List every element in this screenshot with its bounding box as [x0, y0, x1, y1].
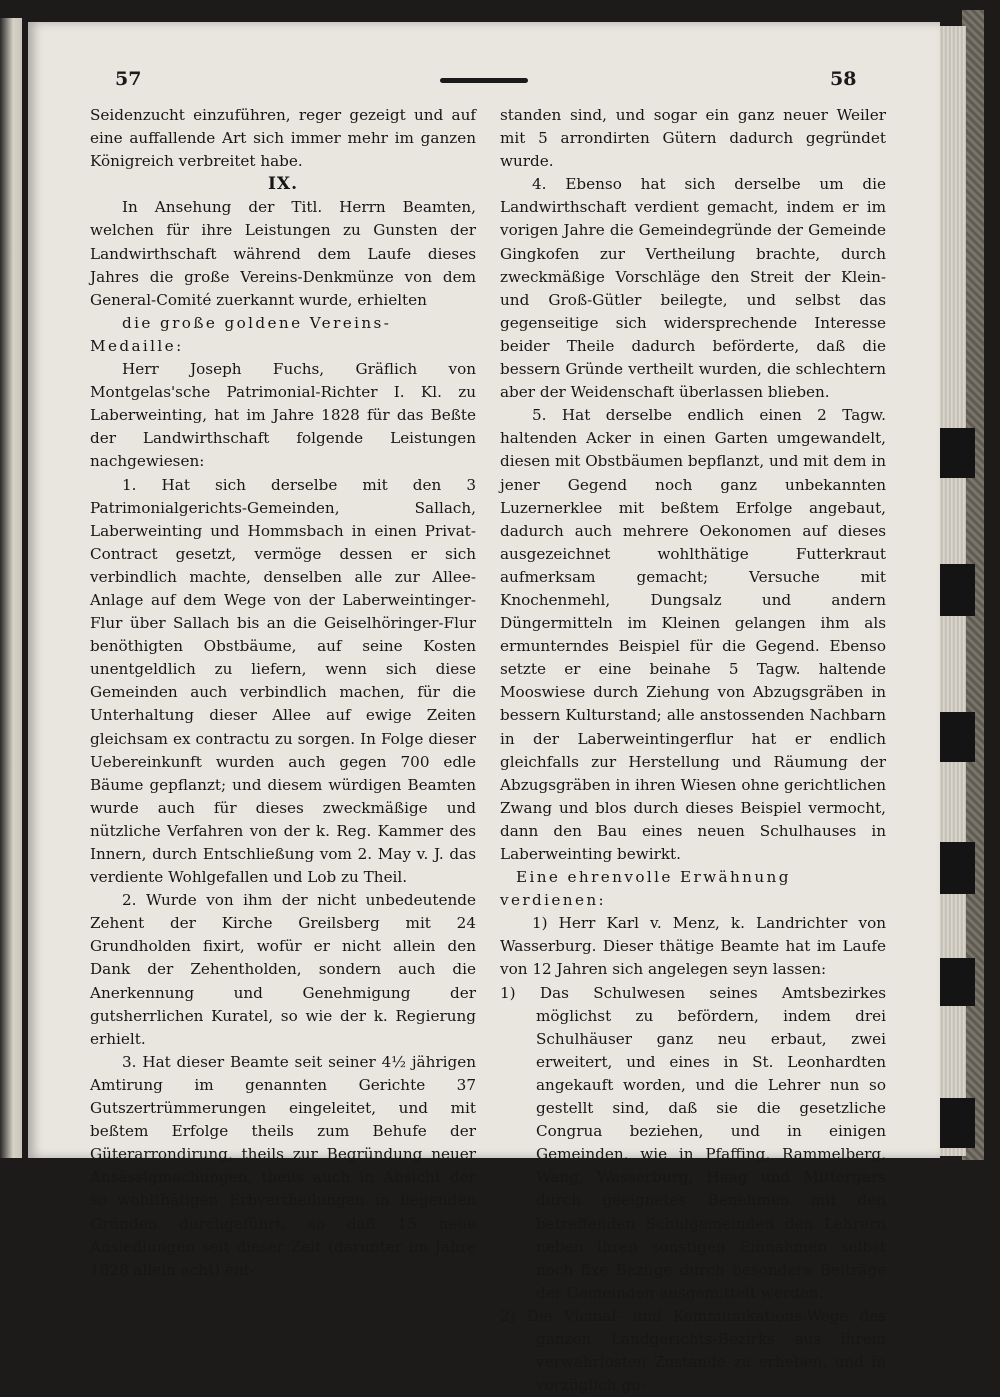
mention-paragraph: 1) Herr Karl v. Menz, k. Landrichter von Wasserburg. Dieser thätige Beamte hat im Laufe von 12 Jahren sich angelegen seyn lassen:: [500, 914, 886, 979]
page-tab-marker: [935, 1098, 975, 1148]
list-item: 1) Das Schulwesen seines Amtsbezirkes möglichst zu befördern, indem drei Schulhäuser ganz neu erbaut, zwei erweitert, und eines in St. Leonhardten angekauft worden, und die Lehrer nun so gestellt sind, daß sie die gesetzliche Congrua beziehen, und in einigen Gemeinden, wie in Pfaffing, Rammelberg, Wang, Wasserburg, Haag und Mittergars durch geeignetes Benehmen mit den betreffenden Schulgemeinden den Lehrern neben ihren sonstigen Einnahmen selbst noch fixe Bezüge durch besondere Beiträge der Gemeinden ausgemittelt werden.: [500, 983, 886, 1302]
right-column: [500, 104, 886, 1397]
page-number-right: 58: [830, 68, 857, 90]
continuation-text: Seidenzucht einzuführen, reger gezeigt und auf eine auffallende Art sich immer mehr im ganzen Königreich verbreitet habe.: [90, 106, 476, 171]
book-spine-edge: [0, 18, 22, 1158]
point-paragraph: 5. Hat derselbe endlich einen 2 Tagw. haltenden Acker in einen Garten umgewandelt, diesen mit Obstbäumen bepflanzt, und mit dem in jener Gegend noch ganz unbekannten Luzernerklee mit beßtem Erfolge angebaut, dadurch auch mehrere Oekonomen auf dieses ausgezeichnet wohlthätige Futterkraut aufmerksam gemacht; Versuche mit Knochenmehl, Dungsalz und andern Düngermitteln im Kleinen gelangen ihm als ermunterndes Beispiel für die Gegend. Ebenso setzte er eine beinahe 5 Tagw. haltende Mooswiese durch Ziehung von Abzugsgräben in bessern Kulturstand; alle anstossenden Nachbarn in der Laberweintingerflur hat er endlich gleichfalls zur Herstellung und Räumung der Abzugsgräben in ihren Wiesen ohne gerichtlichen Zwang und blos durch dieses Beispiel vermocht, dann den Bau eines neuen Schulhauses in Laberweinting bewirkt.: [500, 406, 886, 863]
continuation-text: standen sind, und sogar ein ganz neuer Weiler mit 5 arrondirten Gütern dadurch gegründet wurde.: [500, 106, 886, 171]
mention-heading: Eine ehrenvolle Erwähnung verdienen:: [500, 868, 791, 910]
page-tab-marker: [935, 958, 975, 1006]
page-tab-marker: [935, 564, 975, 616]
point-paragraph: 3. Hat dieser Beamte seit seiner 4½ jährigen Amtirung im genannten Gerichte 37 Gutszertrümmerungen eingeleitet, und mit beßtem Erfolge theils zum Behufe der Güterarrondirung, theils zur Begründung neuer Ansässigmachungen, theils auch in Absicht der so wohlthätigen Erbvertheilungen in liegenden Gründen durchgeführt, so daß 15 neue Ansiedlungen seit dieser Zeit (darunter im Jahre 1828 allein acht) ent-: [90, 1052, 476, 1279]
point-paragraph: 2. Wurde von ihm der nicht unbedeutende Zehent der Kirche Greilsberg mit 24 Grundholden fixirt, wofür er nicht allein den Dank der Zehentholden, sondern auch die Anerkennung und Genehmigung der gutsherrlichen Kuratel, so wie der k. Regierung erhielt.: [90, 891, 476, 1048]
intro-paragraph: In Ansehung der Titl. Herrn Beamten, welchen für ihre Leistungen zu Gunsten der Landwirthschaft während dem Laufe dieses Jahres die große Vereins-Denkmünze von dem General-Comité zuerkannt wurde, erhielten: [90, 198, 476, 309]
point-paragraph: 4. Ebenso hat sich derselbe um die Landwirthschaft verdient gemacht, indem er im vorigen Jahre die Gemeindegründe der Gemeinde Gingkofen zur Vertheilung brachte, durch zweckmäßige Vorschläge den Streit der Klein- und Groß-Gütler beilegte, und selbst das gegenseitige sich widersprechende Interesse beider Theile dadurch beförderte, daß die bessern Gründe vertheilt wurden, die schlechtern aber der Weidenschaft überlassen blieben.: [500, 175, 886, 402]
header-rule: [440, 78, 528, 83]
page-tab-marker: [935, 428, 975, 478]
page-number-left: 57: [115, 68, 142, 90]
recipient-paragraph: Herr Joseph Fuchs, Gräflich von Montgelas'sche Patrimonial-Richter I. Kl. zu Laberweinting, hat im Jahre 1828 für das Beßte der Landwirthschaft folgende Leistungen nachgewiesen:: [90, 360, 476, 471]
left-column: [90, 104, 476, 1282]
page-tab-marker: [935, 842, 975, 894]
point-paragraph: 1. Hat sich derselbe mit den 3 Patrimonialgerichts-Gemeinden, Sallach, Laberweinting und Hommsbach in einen Privat-Contract gesetzt, vermöge dessen er sich verbindlich machte, denselben alle zur Allee-Anlage auf dem Wege von der Laberweintinger-Flur über Sallach bis an die Geiselhöringer-Flur benöthigten Obstbäume, auf seine Kosten unentgeldlich zu liefern, wenn sich diese Gemeinden auch verbindlich machen, für die Unterhaltung dieser Allee auf ewige Zeiten gleichsam ex contractu zu sorgen. In Folge dieser Uebereinkunft wurden auch gegen 700 edle Bäume gepflanzt; und diesem würdigen Beamten wurde auch für dieses zweckmäßige und nützliche Verfahren von der k. Reg. Kammer des Innern, durch Entschließung vom 2. May v. J. das verdiente Wohlgefallen und Lob zu Theil.: [90, 475, 476, 887]
award-heading: die große goldene Vereins-Medaille:: [90, 313, 392, 355]
page-tab-marker: [935, 712, 975, 762]
list-item: 2) Die Vicinal- und Kommunikations-Wege des ganzen Landgerichts-Bezirks aus ihrem verwahrlosten Zustande zu erheben, und in vorzüglich gu-: [500, 1306, 886, 1395]
section-heading: IX.: [267, 174, 299, 195]
